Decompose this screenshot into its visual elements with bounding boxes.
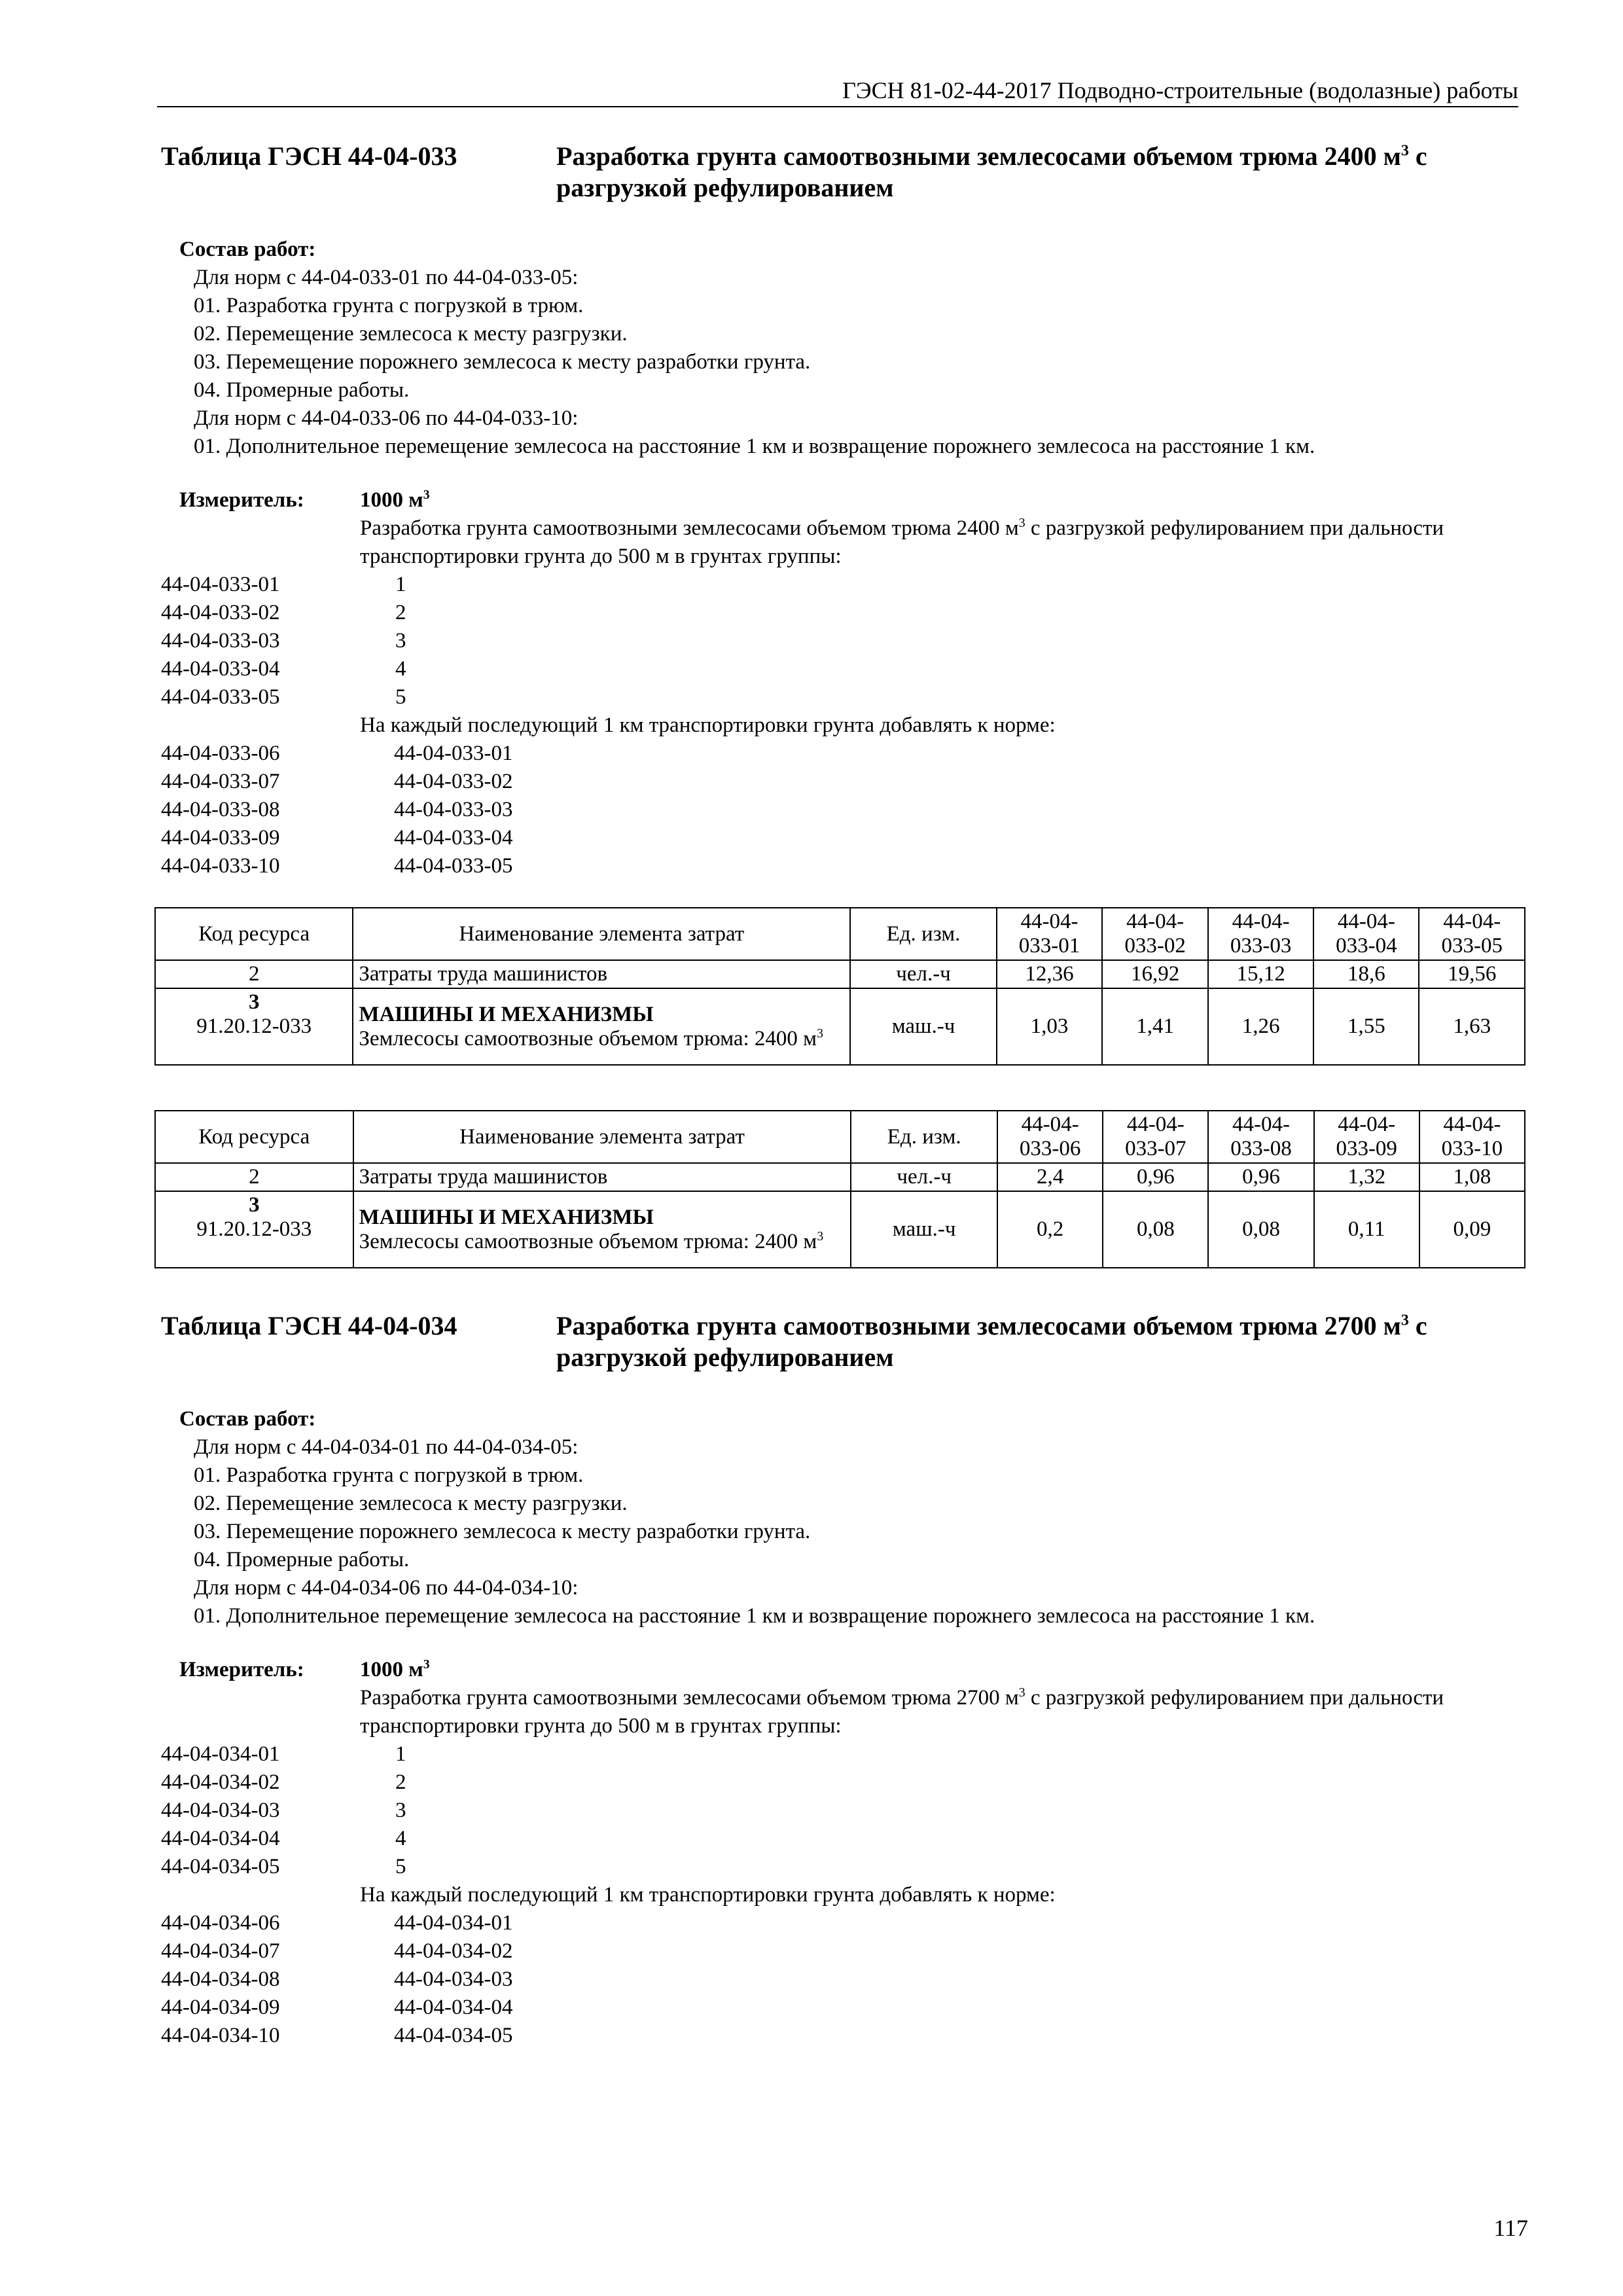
norm-code: 44-04-034-01	[161, 1742, 280, 1766]
header-name: Наименование элемента затрат	[353, 908, 850, 960]
soil-group: 4	[395, 1827, 406, 1850]
header-norm: 44-04- 033-09	[1314, 1111, 1419, 1163]
norm-code: 44-04-033-02	[161, 601, 280, 624]
measure-label: Измеритель:	[179, 1658, 304, 1681]
section-44-04-034	[161, 1310, 1535, 2047]
norm-code: 44-04-033-01	[161, 573, 280, 596]
base-norm: 44-04-033-01	[394, 742, 513, 765]
table-row	[155, 960, 1525, 988]
measure-label: Измеритель:	[179, 488, 304, 512]
resource-unit: чел.-ч	[851, 1163, 997, 1191]
work-line: 04. Промерные работы.	[194, 1548, 410, 1571]
resource-table	[154, 907, 1525, 1066]
work-line: 03. Перемещение порожнего землесоса к месту разработки грунта.	[194, 1520, 811, 1543]
header-unit: Ед. изм.	[850, 908, 997, 960]
base-norm: 44-04-033-03	[394, 798, 513, 821]
soil-group: 4	[395, 657, 406, 681]
norm-value: 1,32	[1314, 1163, 1419, 1191]
header-norm: 44-04- 033-04	[1313, 908, 1419, 960]
soil-group: 5	[395, 1855, 406, 1878]
work-composition	[179, 236, 1315, 461]
base-norm: 44-04-034-02	[394, 1939, 513, 1963]
work-line: 03. Перемещение порожнего землесоса к месту разработки грунта.	[194, 350, 811, 374]
table-title: Разработка грунта самоотвозными землесосами объемом трюма 2700 $м^3$ с разгрузкой рефулированием	[556, 1311, 1427, 1372]
header-unit: Ед. изм.	[851, 1111, 997, 1163]
work-line: Для норм с 44-04-033-01 по 44-04-033-05:	[194, 266, 579, 289]
resource-name: Затраты труда машинистов	[353, 960, 850, 988]
norm-code: 44-04-034-06	[161, 1911, 280, 1935]
norm-value: 0,11	[1314, 1191, 1419, 1268]
base-norm: 44-04-033-04	[394, 826, 513, 850]
section-title-row	[161, 1310, 1535, 1382]
norm-code: 44-04-033-05	[161, 685, 280, 709]
soil-group: 2	[395, 601, 406, 624]
norm-value: 18,6	[1313, 960, 1419, 988]
measure-description: Разработка грунта самоотвозными землесосами объемом трюма 2700 $м^3$ с разгрузкой рефулированием при дальности транспортировки грунта до 500 м в грунтах группы:	[360, 1685, 1444, 1738]
soil-group: 1	[395, 573, 406, 596]
header-norm: 44-04- 033-01	[997, 908, 1103, 960]
header-norm: 44-04- 033-03	[1208, 908, 1314, 960]
work-line: Для норм с 44-04-033-06 по 44-04-033-10:	[194, 406, 579, 430]
norm-value: 2,4	[997, 1163, 1103, 1191]
table-row	[155, 1163, 1525, 1191]
table-row	[155, 1191, 1525, 1268]
norm-value: 1,55	[1313, 988, 1419, 1065]
soil-group: 2	[395, 1770, 406, 1794]
norm-code: 44-04-033-08	[161, 798, 280, 821]
work-line: Для норм с 44-04-034-01 по 44-04-034-05:	[194, 1435, 579, 1459]
work-composition	[179, 1405, 1315, 1630]
header-norm: 44-04- 033-05	[1419, 908, 1525, 960]
norm-value: 16,92	[1102, 960, 1208, 988]
work-line: 02. Перемещение землесоса к месту разгрузки.	[194, 322, 628, 346]
base-norm: 44-04-033-02	[394, 770, 513, 793]
work-heading: Состав работ:	[179, 238, 316, 261]
base-norm: 44-04-034-05	[394, 2024, 513, 2047]
norm-code: 44-04-033-09	[161, 826, 280, 850]
resource-unit: чел.-ч	[850, 960, 997, 988]
work-line: Для норм с 44-04-034-06 по 44-04-034-10:	[194, 1576, 579, 1600]
header-norm: 44-04- 033-08	[1208, 1111, 1313, 1163]
resource-name: МАШИНЫ И МЕХАНИЗМЫ Землесосы самоотвозные объемом трюма: 2400 $м^3$	[353, 1191, 851, 1268]
resource-table	[154, 1110, 1525, 1268]
work-line: 01. Дополнительное перемещение землесоса на расстояние 1 км и возвращение порожнего землесоса на расстояние 1 км.	[194, 435, 1315, 458]
header-norm: 44-04- 033-07	[1103, 1111, 1208, 1163]
norm-code: 44-04-033-03	[161, 629, 280, 653]
norm-code: 44-04-034-09	[161, 1996, 280, 2019]
table-label: Таблица ГЭСН 44-04-033	[161, 141, 457, 171]
header-norm: 44-04- 033-10	[1419, 1111, 1525, 1163]
table-header-row	[155, 908, 1525, 960]
measure-unit: 1000 $м^3$	[360, 488, 430, 512]
resource-name: Затраты труда машинистов	[353, 1163, 851, 1191]
work-line: 01. Разработка грунта с погрузкой в трюм.	[194, 1463, 584, 1487]
soil-group: 3	[395, 629, 406, 653]
resource-name: МАШИНЫ И МЕХАНИЗМЫ Землесосы самоотвозные объемом трюма: 2400 $м^3$	[353, 988, 850, 1065]
table-label: Таблица ГЭСН 44-04-034	[161, 1311, 457, 1340]
work-line: 04. Промерные работы.	[194, 378, 410, 402]
norm-value: 1,63	[1419, 988, 1525, 1065]
header-code: Код ресурса	[155, 908, 353, 960]
norm-value: 0,08	[1208, 1191, 1313, 1268]
header-norm: 44-04- 033-02	[1102, 908, 1208, 960]
table-row	[155, 988, 1525, 1065]
norm-value: 15,12	[1208, 960, 1314, 988]
running-header: ГЭСН 81-02-44-2017 Подводно-строительные (водолазные) работы	[157, 76, 1518, 107]
soil-group: 5	[395, 685, 406, 709]
work-line: 01. Дополнительное перемещение землесоса на расстояние 1 км и возвращение порожнего землесоса на расстояние 1 км.	[194, 1604, 1315, 1628]
norm-code: 44-04-034-10	[161, 2024, 280, 2047]
norm-code: 44-04-034-08	[161, 1967, 280, 1991]
norm-value: 0,08	[1103, 1191, 1208, 1268]
add-note: На каждый последующий 1 км транспортировки грунта добавлять к норме:	[360, 1883, 1056, 1907]
resource-code: 2	[155, 1163, 353, 1191]
work-line: 01. Разработка грунта с погрузкой в трюм.	[194, 294, 584, 317]
norm-value: 0,96	[1103, 1163, 1208, 1191]
norm-value: 1,08	[1419, 1163, 1525, 1191]
norm-code: 44-04-033-06	[161, 742, 280, 765]
header-name: Наименование элемента затрат	[353, 1111, 851, 1163]
norm-code: 44-04-034-07	[161, 1939, 280, 1963]
norm-code: 44-04-034-05	[161, 1855, 280, 1878]
norm-value: 0,09	[1419, 1191, 1525, 1268]
header-code: Код ресурса	[155, 1111, 353, 1163]
resource-unit: маш.-ч	[850, 988, 997, 1065]
soil-group: 3	[395, 1799, 406, 1822]
norm-code: 44-04-034-02	[161, 1770, 280, 1794]
table-header-row	[155, 1111, 1525, 1163]
norm-value: 0,96	[1208, 1163, 1313, 1191]
base-norm: 44-04-034-03	[394, 1967, 513, 1991]
header-norm: 44-04- 033-06	[997, 1111, 1103, 1163]
norm-code: 44-04-034-03	[161, 1799, 280, 1822]
norm-value: 1,41	[1102, 988, 1208, 1065]
norm-value: 12,36	[997, 960, 1103, 988]
norm-code: 44-04-033-10	[161, 854, 280, 878]
norm-code: 44-04-033-04	[161, 657, 280, 681]
resource-code: 3 91.20.12-033	[155, 1191, 353, 1268]
base-norm: 44-04-034-04	[394, 1996, 513, 2019]
norm-value: 1,03	[997, 988, 1103, 1065]
add-note: На каждый последующий 1 км транспортировки грунта добавлять к норме:	[360, 713, 1056, 737]
soil-group: 1	[395, 1742, 406, 1766]
norm-value: 0,2	[997, 1191, 1103, 1268]
resource-code: 2	[155, 960, 353, 988]
work-heading: Состав работ:	[179, 1407, 316, 1431]
base-norm: 44-04-033-05	[394, 854, 513, 878]
section-44-04-033	[161, 141, 1535, 878]
section-title-row	[161, 141, 1535, 213]
measure-unit: 1000 $м^3$	[360, 1657, 430, 1681]
table-title: Разработка грунта самоотвозными землесосами объемом трюма 2400 $м^3$ с разгрузкой рефулированием	[556, 141, 1427, 202]
work-line: 02. Перемещение землесоса к месту разгрузки.	[194, 1492, 628, 1515]
norm-value: 1,26	[1208, 988, 1314, 1065]
norm-value: 19,56	[1419, 960, 1525, 988]
norm-code: 44-04-034-04	[161, 1827, 280, 1850]
base-norm: 44-04-034-01	[394, 1911, 513, 1935]
resource-code: 3 91.20.12-033	[155, 988, 353, 1065]
page-number: 117	[1493, 2215, 1528, 2241]
measure-description: Разработка грунта самоотвозными землесосами объемом трюма 2400 $м^3$ с разгрузкой рефулированием при дальности транспортировки грунта до 500 м в грунтах группы:	[360, 516, 1444, 568]
norm-code: 44-04-033-07	[161, 770, 280, 793]
resource-unit: маш.-ч	[851, 1191, 997, 1268]
